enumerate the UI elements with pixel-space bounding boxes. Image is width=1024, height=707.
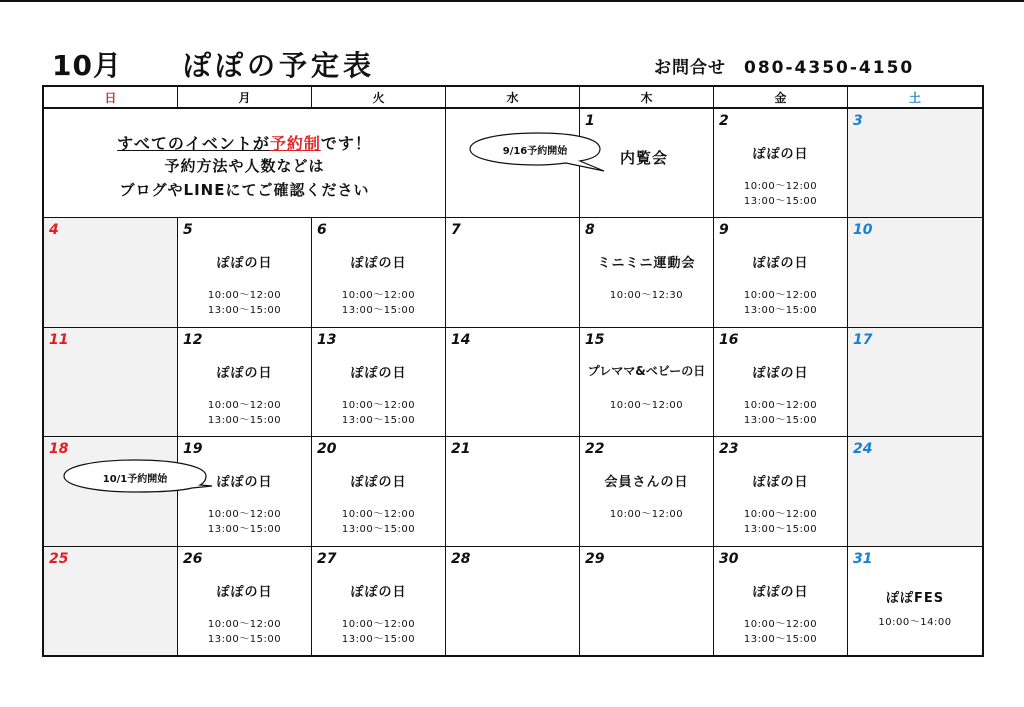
day-number: 4	[49, 222, 59, 238]
day-cell-30	[714, 547, 848, 655]
notice-text-a: すべてのイベントが	[117, 134, 270, 153]
time-slot: 13:00〜15:00	[743, 634, 818, 645]
day-number: 25	[49, 551, 69, 567]
event-title: ぽぽFES	[885, 591, 945, 606]
callout-bubble-oct	[62, 456, 214, 498]
day-cell-10	[848, 218, 982, 328]
time-slot: 10:00〜12:00	[743, 181, 818, 192]
time-slot: 13:00〜15:00	[207, 305, 282, 316]
event-title: ぽぽの日	[752, 475, 809, 490]
time-slot: 13:00〜15:00	[207, 415, 282, 426]
day-cell-17	[848, 328, 982, 437]
time-slot: 10:00〜12:00	[609, 400, 684, 411]
day-number: 1	[585, 113, 595, 129]
day-number: 21	[451, 441, 471, 457]
day-number: 14	[451, 332, 471, 348]
day-cell-20	[312, 437, 446, 547]
event-times	[312, 617, 445, 647]
event-title: ぽぽの日	[350, 256, 407, 271]
event-times	[312, 288, 445, 318]
day-number: 20	[317, 441, 337, 457]
day-cell-6	[312, 218, 446, 328]
event-times	[714, 398, 847, 428]
callout-bubble-sep	[468, 131, 608, 173]
time-slot: 10:00〜12:00	[207, 400, 282, 411]
event-times	[714, 288, 847, 318]
time-slot: 10:00〜12:00	[207, 509, 282, 520]
day-cell-27	[312, 547, 446, 655]
day-number: 15	[585, 332, 605, 348]
day-cell-26	[178, 547, 312, 655]
day-cell-4	[44, 218, 178, 328]
time-slot: 10:00〜12:00	[341, 400, 416, 411]
callout-text: 10/1予約開始	[102, 474, 168, 485]
day-cell-25	[44, 547, 178, 655]
notice-line-1	[44, 131, 445, 154]
weekday-thu: 木	[580, 87, 714, 109]
day-number: 13	[317, 332, 337, 348]
event-times	[714, 507, 847, 537]
callout-text: 9/16予約開始	[502, 146, 568, 157]
day-number: 18	[49, 441, 69, 457]
day-cell-16	[714, 328, 848, 437]
notice-line-2: 予約方法や人数などは	[164, 157, 325, 175]
event-title: ぽぽの日	[752, 366, 809, 381]
day-number: 10	[853, 222, 873, 238]
event-times	[312, 398, 445, 428]
event-title: ミニミニ運動会	[597, 256, 696, 271]
day-cell-24	[848, 437, 982, 547]
notice-cell	[44, 109, 446, 218]
day-cell-23	[714, 437, 848, 547]
event-title: ぽぽの日	[216, 585, 273, 600]
day-cell-21	[446, 437, 580, 547]
day-number: 27	[317, 551, 337, 567]
month-label: 10月	[52, 49, 122, 82]
top-rule	[0, 0, 1024, 2]
day-number: 30	[719, 551, 739, 567]
day-number: 16	[719, 332, 739, 348]
event-times	[312, 507, 445, 537]
day-cell-8	[580, 218, 714, 328]
day-number: 31	[853, 551, 873, 567]
event-title: ぽぽの日	[752, 147, 809, 162]
time-slot: 10:00〜12:00	[341, 290, 416, 301]
weekday-wed: 水	[446, 87, 580, 109]
day-number: 2	[719, 113, 729, 129]
event-title: ぽぽの日	[350, 585, 407, 600]
time-slot: 13:00〜15:00	[743, 524, 818, 535]
day-number: 6	[317, 222, 327, 238]
time-slot: 10:00〜14:00	[878, 617, 952, 628]
day-cell-12	[178, 328, 312, 437]
event-title: ぽぽの日	[216, 475, 273, 490]
day-number: 7	[451, 222, 461, 238]
day-cell-5	[178, 218, 312, 328]
time-slot: 13:00〜15:00	[341, 634, 416, 645]
event-title: ぽぽの日	[752, 585, 809, 600]
day-cell-15	[580, 328, 714, 437]
time-slot: 10:00〜12:30	[609, 290, 684, 301]
time-slot: 10:00〜12:00	[341, 509, 416, 520]
day-cell-31	[848, 547, 982, 655]
time-slot: 13:00〜15:00	[341, 305, 416, 316]
time-slot: 10:00〜12:00	[743, 619, 818, 630]
event-title: ぽぽの日	[216, 366, 273, 381]
time-slot: 13:00〜15:00	[207, 524, 282, 535]
time-slot: 10:00〜12:00	[743, 290, 818, 301]
day-cell-3	[848, 109, 982, 218]
day-number: 12	[183, 332, 203, 348]
time-slot: 13:00〜15:00	[207, 634, 282, 645]
day-number: 22	[585, 441, 605, 457]
notice-text-reservation: 予約制	[269, 134, 321, 153]
event-times	[178, 617, 311, 647]
day-number: 9	[719, 222, 729, 238]
day-cell-14	[446, 328, 580, 437]
day-cell-22	[580, 437, 714, 547]
event-title: ぽぽの日	[752, 256, 809, 271]
weekday-fri: 金	[714, 87, 848, 109]
contact-phone-number: 080-4350-4150	[744, 58, 915, 78]
day-cell-13	[312, 328, 446, 437]
time-slot: 10:00〜12:00	[609, 509, 684, 520]
day-cell-9	[714, 218, 848, 328]
day-cell-11	[44, 328, 178, 437]
contact-info	[654, 53, 914, 78]
day-cell-29	[580, 547, 714, 655]
event-title: ぽぽの日	[350, 366, 407, 381]
day-number: 23	[719, 441, 739, 457]
weekday-mon: 月	[178, 87, 312, 109]
event-times	[848, 615, 982, 630]
event-title: ぽぽの日	[216, 256, 273, 271]
weekday-sat: 土	[848, 87, 982, 109]
event-times	[580, 288, 713, 303]
weekday-sun: 日	[44, 87, 178, 109]
day-number: 5	[183, 222, 193, 238]
time-slot: 10:00〜12:00	[341, 619, 416, 630]
event-title: ぽぽの日	[350, 475, 407, 490]
day-number: 24	[853, 441, 873, 457]
notice-line-3: ブログやLINEにてご確認ください	[119, 181, 370, 199]
event-title: 内覧会	[620, 149, 669, 167]
time-slot: 10:00〜12:00	[743, 400, 818, 411]
day-number: 29	[585, 551, 605, 567]
day-number: 28	[451, 551, 471, 567]
event-times	[714, 179, 847, 209]
time-slot: 13:00〜15:00	[743, 305, 818, 316]
day-number: 11	[49, 332, 69, 348]
day-cell-7	[446, 218, 580, 328]
day-number: 19	[183, 441, 203, 457]
notice-text-c: です！	[320, 134, 372, 153]
time-slot: 10:00〜12:00	[207, 290, 282, 301]
event-times	[178, 398, 311, 428]
event-times	[580, 398, 713, 413]
time-slot: 13:00〜15:00	[743, 196, 818, 207]
page-title: ぽぽの予定表	[183, 49, 376, 82]
day-number: 26	[183, 551, 203, 567]
event-times	[714, 617, 847, 647]
time-slot: 13:00〜15:00	[341, 524, 416, 535]
time-slot: 13:00〜15:00	[341, 415, 416, 426]
day-cell-2	[714, 109, 848, 218]
time-slot: 13:00〜15:00	[743, 415, 818, 426]
event-times	[580, 507, 713, 522]
event-times	[178, 507, 311, 537]
contact-label: お問合せ	[654, 58, 726, 78]
day-number: 8	[585, 222, 595, 238]
event-title: プレママ&ベビーの日	[587, 364, 706, 378]
day-cell-28	[446, 547, 580, 655]
day-number: 3	[853, 113, 863, 129]
time-slot: 10:00〜12:00	[207, 619, 282, 630]
time-slot: 10:00〜12:00	[743, 509, 818, 520]
weekday-tue: 火	[312, 87, 446, 109]
day-number: 17	[853, 332, 873, 348]
event-title: 会員さんの日	[604, 475, 689, 490]
event-times	[178, 288, 311, 318]
